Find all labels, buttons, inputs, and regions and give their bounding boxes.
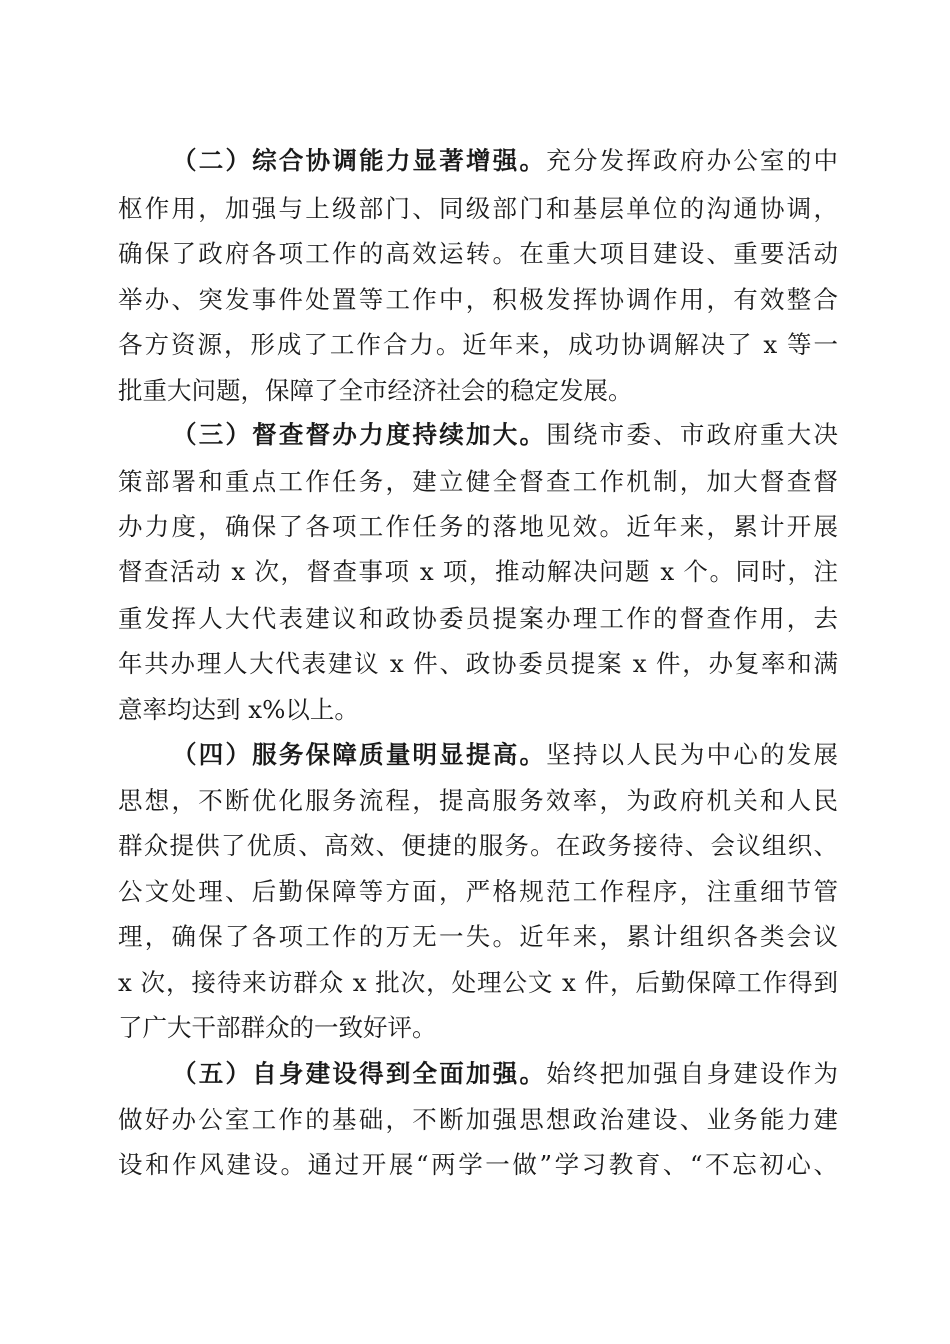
paragraph-3-line-1: [172, 413, 838, 457]
paragraph-2-text: 充分发挥政府办公室的中: [546, 146, 839, 175]
paragraph-4-line-1: [172, 733, 838, 777]
paragraph-3-heading: （三）督查督办力度持续加大。: [172, 420, 547, 449]
paragraph-4-line-4: 公文处理、后勤保障等方面，严格规范工作程序，注重细节管: [118, 877, 838, 906]
paragraph-4-heading: （四）服务保障质量明显提高。: [172, 740, 547, 769]
paragraph-2-line-2: 枢作用，加强与上级部门、同级部门和基层单位的沟通协调，: [118, 194, 838, 223]
paragraph-3-line-3: 办力度，确保了各项工作任务的落地见效。近年来，累计开展: [118, 512, 838, 541]
paragraph-5-line-2: 做好办公室工作的基础，不断加强思想政治建设、业务能力建: [118, 1105, 838, 1134]
paragraph-4-line-6: x 次，接待来访群众 x 批次，处理公文 x 件，后勤保障工作得到: [118, 968, 838, 997]
paragraph-4-line-3: 群众提供了优质、高效、便捷的服务。在政务接待、会议组织、: [118, 831, 838, 860]
paragraph-2-heading: （二）综合协调能力显著增强。: [172, 146, 547, 175]
paragraph-2-line-6: 批重大问题，保障了全市经济社会的稳定发展。: [118, 376, 633, 405]
paragraph-5-line-3: 设和作风建设。通过开展“两学一做”学习教育、“不忘初心、: [118, 1150, 838, 1179]
paragraph-3-line-4: 督查活动 x 次，督查事项 x 项，推动解决问题 x 个。同时，注: [118, 557, 838, 586]
paragraph-3-line-5: 重发挥人大代表建议和政协委员提案办理工作的督查作用，去: [118, 604, 838, 633]
paragraph-3-line-6: 年共办理人大代表建议 x 件、政协委员提案 x 件，办复率和满: [118, 649, 838, 678]
paragraph-3-text: 围绕市委、市政府重大决: [546, 420, 839, 449]
paragraph-3-line-7: 意率均达到 x%以上。: [118, 695, 359, 724]
paragraph-2-line-4: 举办、突发事件处置等工作中，积极发挥协调作用，有效整合: [118, 285, 838, 314]
paragraph-5-text: 始终把加强自身建设作为: [546, 1059, 839, 1088]
paragraph-2-line-5: 各方资源，形成了工作合力。近年来，成功协调解决了 x 等一: [118, 330, 838, 359]
paragraph-5-heading: （五）自身建设得到全面加强。: [172, 1059, 547, 1088]
paragraph-3-line-2: 策部署和重点工作任务，建立健全督查工作机制，加大督查督: [118, 467, 838, 496]
paragraph-2-line-3: 确保了政府各项工作的高效运转。在重大项目建设、重要活动: [118, 239, 838, 268]
paragraph-2-line-1: [172, 139, 838, 183]
paragraph-5-line-1: [172, 1052, 838, 1096]
paragraph-4-line-5: 理，确保了各项工作的万无一失。近年来，累计组织各类会议: [118, 922, 838, 951]
paragraph-4-line-7: 了广大干部群众的一致好评。: [118, 1013, 437, 1042]
paragraph-4-line-2: 思想，不断优化服务流程，提高服务效率，为政府机关和人民: [118, 786, 838, 815]
paragraph-4-text: 坚持以人民为中心的发展: [546, 740, 839, 769]
